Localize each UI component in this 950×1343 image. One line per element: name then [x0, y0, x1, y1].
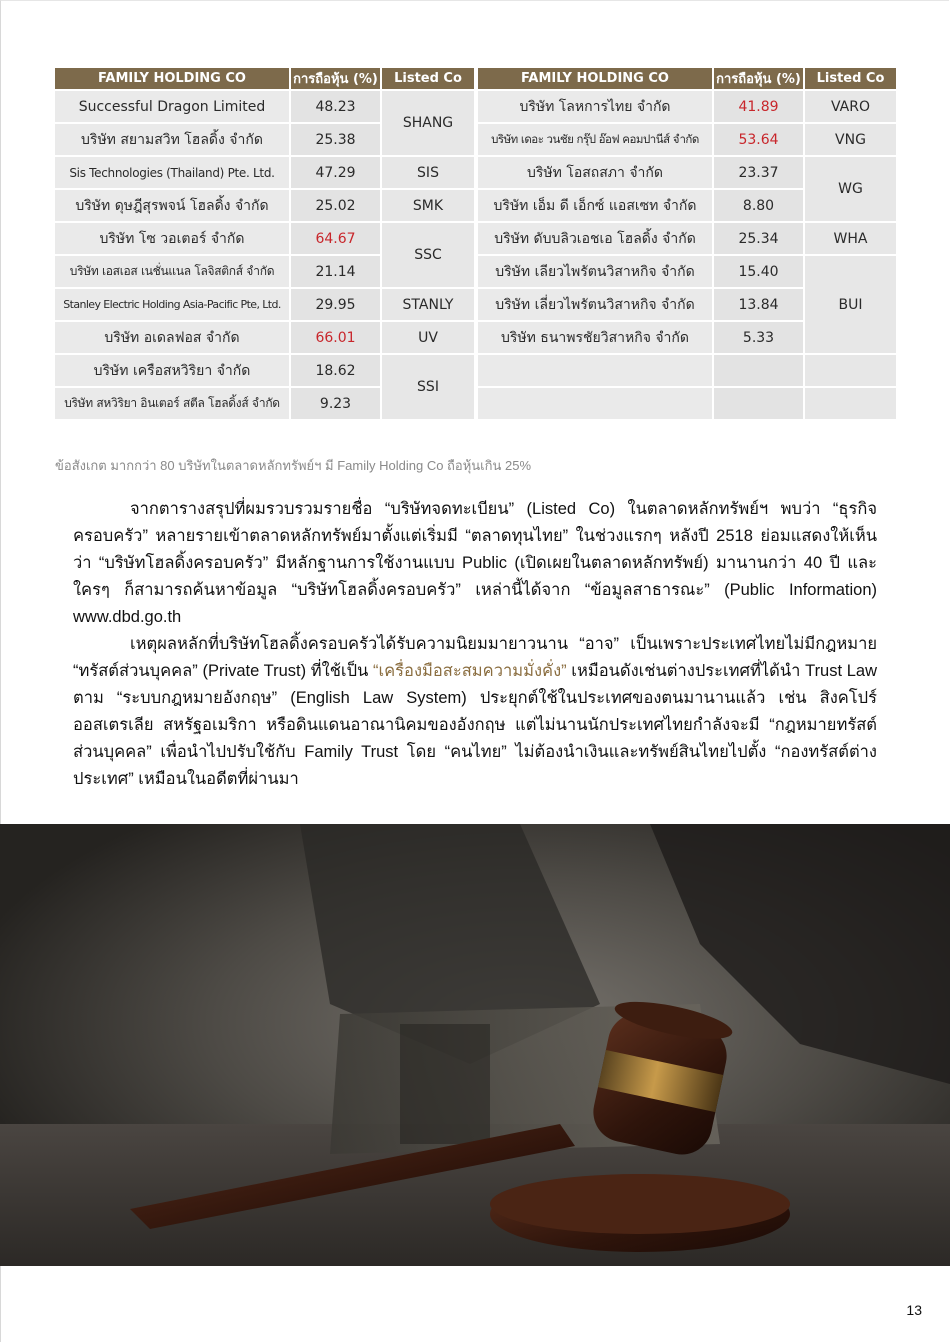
empty-cell [805, 355, 896, 386]
table-row [55, 355, 474, 386]
table-row [478, 256, 896, 287]
company-cell: บริษัท โซ วอเตอร์ จำกัด [55, 223, 289, 254]
listed-cell: VARO [805, 91, 896, 122]
company-cell: บริษัท ดับบลิวเอชเอ โฮลดิ้ง จำกัด [478, 223, 712, 254]
listed-cell: STANLY [382, 289, 474, 320]
listed-cell: SSC [382, 223, 474, 287]
paragraph-1-text: จากตารางสรุปที่ผมรวบรวมรายชื่อ “บริษัทจดทะเบียน” (Listed Co) ในตลาดหลักทรัพย์ฯ พบว่า “ธุรกิจครอบครัว” หลายรายเข้าตลาดหลักทรัพย์มาตั้งแต่เริ่มมี “ตลาดทุนไทย” ในช่วงแรกๆ หลังปี 2518 ย่อมแสดงให้เห็นว่า “บริษัทโฮลดิ้งครอบครัว” มีหลักฐานการใช้งานแบบ Public (เปิดเผยในตลาดหลักทรัพย์) มานานกว่า 40 ปี และใครๆ ก็สามารถค้นหาข้อมูล “บริษัทโฮลดิ้งครอบครัว” เหล่านี้ได้จาก “ข้อมูลสาธารณะ” (Public Information) www.dbd.go.th [73, 500, 877, 626]
holding-cell: 5.33 [714, 322, 803, 353]
company-cell: บริษัท อเดลฟอส จำกัด [55, 322, 289, 353]
listed-cell: SIS [382, 157, 474, 188]
company-cell: บริษัท เครือสหวิริยา จำกัด [55, 355, 289, 386]
listed-cell: VNG [805, 124, 896, 155]
table-row [478, 223, 896, 254]
empty-cell [714, 355, 803, 386]
table-row [55, 322, 474, 353]
holding-cell: 9.23 [291, 388, 380, 419]
company-cell: บริษัท เอ็ม ดี เอ็กซ์ แอสเซท จำกัด [478, 190, 712, 221]
table-row [478, 157, 896, 188]
holding-cell: 41.89 [714, 91, 803, 122]
table-row [55, 223, 474, 254]
company-cell: บริษัท เลี่ยวไพรัตนวิสาหกิจ จำกัด [478, 289, 712, 320]
gavel-photo [0, 824, 950, 1266]
company-cell: Successful Dragon Limited [55, 91, 289, 122]
holding-cell: 66.01 [291, 322, 380, 353]
listed-cell: SSI [382, 355, 474, 419]
holding-cell: 18.62 [291, 355, 380, 386]
company-cell: บริษัท เอสเอส เนชั่นแนล โลจิสติกส์ จำกัด [55, 256, 289, 287]
company-cell: บริษัท สยามสวิท โฮลดิ้ง จำกัด [55, 124, 289, 155]
holding-cell: 25.02 [291, 190, 380, 221]
company-cell: บริษัท เลียวไพรัตนวิสาหกิจ จำกัด [478, 256, 712, 287]
sound-block-top [490, 1174, 790, 1234]
company-cell: บริษัท สหวิริยา อินเตอร์ สตีล โฮลดิ้งส์ จำกัด [55, 388, 289, 419]
table-row [55, 157, 474, 188]
header-listed: Listed Co [382, 68, 474, 89]
company-cell: Stanley Electric Holding Asia-Pacific Pte, Ltd. [55, 289, 289, 320]
header-holding: การถือหุ้น (%) [714, 68, 803, 89]
holding-cell: 53.64 [714, 124, 803, 155]
table-header-row [478, 68, 896, 89]
holding-cell: 23.37 [714, 157, 803, 188]
listed-cell: WHA [805, 223, 896, 254]
empty-cell [714, 388, 803, 419]
table-row [55, 190, 474, 221]
holding-cell: 48.23 [291, 91, 380, 122]
body-paragraph-1 [73, 496, 877, 631]
listed-cell: BUI [805, 256, 896, 353]
paragraph-2-text-b: เหมือนดังเช่นต่างประเทศที่ได้นำ Trust Law ตาม “ระบบกฎหมายอังกฤษ” (English Law System) ประยุกต์ใช้ในประเทศของตนมานานแล้ว เช่น สิงคโปร์ ออสเตรเลีย สหรัฐอเมริกา หรือดินแดนอาณานิคมของอังกฤษ แต่ไม่นานนักประเทศไทยกำลังจะมี “กฎหมายทรัสต์ส่วนบุคคล” เพื่อนำไปปรับใช้กับ Family Trust โดย “คนไทย” ไม่ต้องนำเงินและทรัพย์สินไทยไปตั้ง “กองทรัสต์ต่างประเทศ” เหมือนในอดีตที่ผ่านมา [73, 662, 878, 788]
listed-cell: SMK [382, 190, 474, 221]
holdings-table-left [53, 66, 476, 421]
company-cell: บริษัท ธนาพรชัยวิสาหกิจ จำกัด [478, 322, 712, 353]
header-company: FAMILY HOLDING CO [478, 68, 712, 89]
holding-cell: 64.67 [291, 223, 380, 254]
company-cell: บริษัท โลหการไทย จำกัด [478, 91, 712, 122]
table-row-empty [478, 388, 896, 419]
holding-cell: 29.95 [291, 289, 380, 320]
header-listed: Listed Co [805, 68, 896, 89]
holding-cell: 25.34 [714, 223, 803, 254]
holding-cell: 15.40 [714, 256, 803, 287]
table-row-empty [478, 355, 896, 386]
holding-cell: 21.14 [291, 256, 380, 287]
table-row [478, 124, 896, 155]
book-spine [400, 1024, 490, 1144]
paragraph-2-highlight: “เครื่องมือสะสมความมั่งคั่ง” [373, 662, 567, 680]
table-row [478, 91, 896, 122]
empty-cell [805, 388, 896, 419]
table-header-row [55, 68, 474, 89]
table-row [55, 91, 474, 122]
holdings-table-right [476, 66, 898, 421]
table-row [55, 289, 474, 320]
table-footnote: ข้อสังเกต มากกว่า 80 บริษัทในตลาดหลักทรัพย์ฯ มี Family Holding Co ถือหุ้นเกิน 25% [55, 458, 532, 473]
company-cell: Sis Technologies (Thailand) Pte. Ltd. [55, 157, 289, 188]
listed-cell: UV [382, 322, 474, 353]
holding-cell: 47.29 [291, 157, 380, 188]
company-cell: บริษัท ดุษฎีสุรพจน์ โฮลดิ้ง จำกัด [55, 190, 289, 221]
gavel-illustration [0, 824, 950, 1266]
holding-cell: 13.84 [714, 289, 803, 320]
empty-cell [478, 355, 712, 386]
header-company: FAMILY HOLDING CO [55, 68, 289, 89]
header-holding: การถือหุ้น (%) [291, 68, 380, 89]
empty-cell [478, 388, 712, 419]
holding-cell: 8.80 [714, 190, 803, 221]
company-cell: บริษัท เดอะ วนชัย กรุ๊ป อ๊อฟ คอมปานีส์ จำกัด [478, 124, 712, 155]
page-number: 13 [906, 1302, 922, 1318]
listed-cell: WG [805, 157, 896, 221]
company-cell: บริษัท โอสถสภา จำกัด [478, 157, 712, 188]
listed-cell: SHANG [382, 91, 474, 155]
body-paragraph-2 [73, 631, 877, 793]
paragraph-2-text-a: เหตุผลหลักที่บริษัทโฮลดิ้งครอบครัวได้รับความนิยมมายาวนาน “อาจ” เป็นเพราะประเทศไทยไม่มีกฎหมาย “ทรัสต์ส่วนบุคคล” (Private Trust) ที่ใช้เป็น [73, 635, 877, 680]
holding-cell: 25.38 [291, 124, 380, 155]
